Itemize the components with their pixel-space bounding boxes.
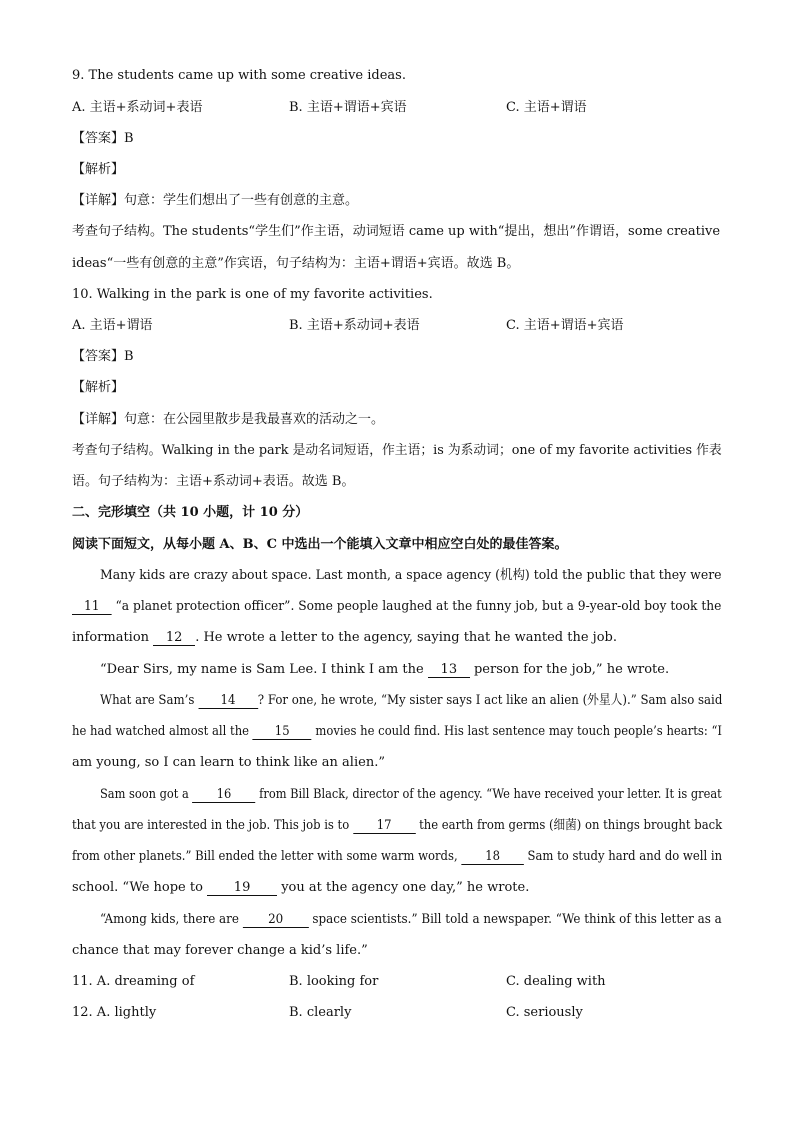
blank-14: 14 [198,694,258,709]
blank-13: 13 [428,663,470,678]
question-9-analysis-label: 【解析】 [72,162,125,177]
passage-line: chance that may forever change a kid’s life.” [72,943,368,958]
question-9-stem: 9. The students came up with some creative ideas. [72,68,406,83]
question-10-explanation-line-2: 语。句子结构为：主语+系动词+表语。故选 B。 [72,474,355,489]
passage-line: am young, so I can learn to think like an alien.” [72,755,385,770]
passage-line: Many kids are crazy about space. Last month, a space agency (机构) told the public that they were [100,568,722,583]
passage-line [100,786,722,804]
passage-text: person for the job,” he wrote. [469,662,670,677]
passage-line [72,848,722,866]
question-12-option-c: C. seriously [506,1005,583,1020]
passage-text: from other planets.” Bill ended the letter with some warm words, [72,849,462,864]
passage-text: Sam to study hard and do well in [523,849,723,864]
blank-12: 12 [153,631,195,646]
passage-text: information [72,630,154,645]
question-10-option-b: B. 主语+系动词+表语 [289,318,420,333]
question-11-option-a: 11. A. dreaming of [72,974,195,989]
question-9-detail: 【详解】句意：学生们想出了一些有创意的主意。 [72,193,359,208]
passage-line [72,629,617,647]
question-10-option-c: C. 主语+谓语+宾语 [506,318,624,333]
passage-text: “Dear Sirs, my name is Sam Lee. I think I am the [100,662,428,677]
passage-line [100,692,722,710]
blank-15: 15 [253,725,312,740]
blank-18: 18 [461,850,524,865]
section-instruction: 阅读下面短文，从每小题 A、B、C 中选出一个能填入文章中相应空白处的最佳答案。 [72,537,568,552]
passage-text: What are Sam’s [100,693,199,708]
question-12-option-b: B. clearly [289,1005,352,1020]
passage-text: space scientists.” Bill told a newspaper. “We think of this letter as a [308,912,722,927]
question-9-answer: 【答案】B [72,131,134,146]
passage-line [72,879,529,897]
question-11-option-b: B. looking for [289,974,379,989]
passage-text: that you are interested in the job. This job is to [72,818,353,833]
passage-line [100,661,669,679]
passage-text: “Among kids, there are [100,912,243,927]
question-10-analysis-label: 【解析】 [72,380,125,395]
passage-text: . He wrote a letter to the agency, saying that he wanted the job. [195,630,617,645]
blank-19: 19 [207,881,277,896]
question-10-option-a: A. 主语+谓语 [72,318,153,333]
passage-text: Sam soon got a [100,787,193,802]
passage-text: from Bill Black, director of the agency. “We have received your letter. It is great [255,787,722,802]
passage-text: ? For one, he wrote, “My sister says I act like an alien (外星人).” Sam also said [257,693,723,708]
passage-text: the earth from germs (细菌) on things brought back [415,818,723,833]
blank-20: 20 [243,913,309,928]
question-9-option-a: A. 主语+系动词+表语 [72,100,203,115]
passage-text: “a planet protection officer”. Some people laughed at the funny job, but a 9-year-old boy took the [111,599,722,614]
question-9-option-b: B. 主语+谓语+宾语 [289,100,407,115]
question-10-stem: 10. Walking in the park is one of my favorite activities. [72,287,433,302]
passage-line [72,598,721,616]
question-9-option-c: C. 主语+谓语 [506,100,587,115]
blank-11: 11 [72,600,112,615]
passage-text: he had watched almost all the [72,724,253,739]
passage-text: movies he could find. His last sentence may touch people’s hearts: “I [311,724,723,739]
section-title: 二、完形填空（共 10 小题，计 10 分） [72,505,309,520]
question-12-option-a: 12. A. lightly [72,1005,157,1020]
passage-text: school. “We hope to [72,880,208,895]
question-11-option-c: C. dealing with [506,974,606,989]
question-10-explanation-line-1: 考查句子结构。Walking in the park 是动名词短语，作主语；is 为系动词；one of my favorite activities 作表 [72,443,722,458]
question-9-explanation-line-1: 考查句子结构。The students“学生们”作主语，动词短语 came up with“提出，想出”作谓语，some creative [72,224,721,239]
question-10-detail: 【详解】句意：在公园里散步是我最喜欢的活动之一。 [72,412,385,427]
question-9-explanation-line-2: ideas“一些有创意的主意”作宾语，句子结构为：主语+谓语+宾语。故选 B。 [72,256,520,271]
blank-16: 16 [192,788,255,803]
passage-line [72,817,722,835]
passage-line [100,911,722,929]
blank-17: 17 [353,819,416,834]
question-10-answer: 【答案】B [72,349,134,364]
passage-text: you at the agency one day,” he wrote. [277,880,530,895]
passage-line [72,723,722,741]
